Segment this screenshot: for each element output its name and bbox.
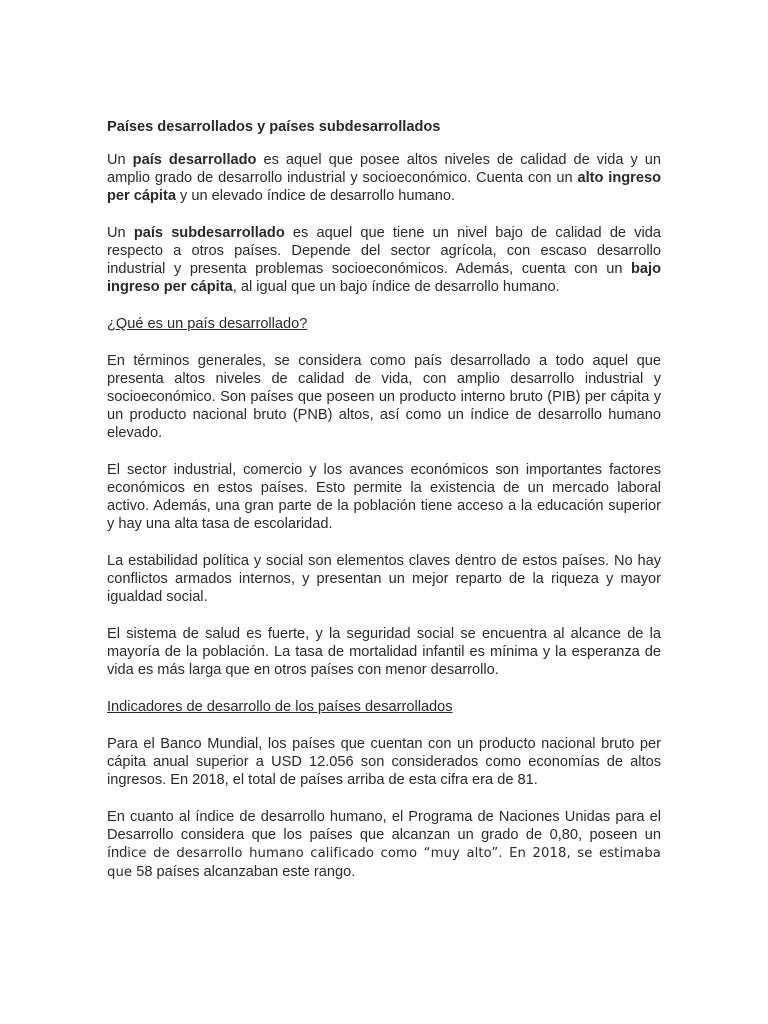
paragraph-hdi xyxy=(107,808,661,882)
text-run: Un xyxy=(107,152,133,168)
bold-term: país subdesarrollado xyxy=(133,225,285,241)
text-run: y un elevado índice de desarrollo humano. xyxy=(175,188,456,204)
paragraph: El sistema de salud es fuerte, y la seguridad social se encuentra al alcance de la mayoría de la población. La tasa de mortalidad infantil es mínima y la esperanza de vida es más larga que en otros países con menor desarrollo. xyxy=(107,626,661,678)
paragraph-underdeveloped-definition xyxy=(107,224,661,296)
text-run: , al igual que un bajo índice de desarrollo humano. xyxy=(232,279,560,295)
section-heading: ¿Qué es un país desarrollado? xyxy=(107,316,308,332)
bold-term: alto ingreso per cápita xyxy=(107,170,661,204)
text-run-alt-font: ice de desarrollo humano calificado como “muy alto”. En 2018, se estimaba que xyxy=(107,846,661,880)
text-run: es aquel que tiene un nivel bajo de calidad de vida respecto a otros países. Depende del sector agrícola, con escaso desarrollo industrial y presenta problemas socioeconómicos. Además, cuenta con un xyxy=(107,225,661,277)
text-run: En cuanto al índice de desarrollo humano, el Programa de Naciones Unidas para el Desarrollo considera que los países que alcanzan un grado de 0,80, poseen un índ xyxy=(107,809,661,861)
bold-term: bajo ingreso per cápita xyxy=(107,261,661,295)
document-page xyxy=(107,118,661,901)
document-title: Países desarrollados y países subdesarrollados xyxy=(107,119,441,135)
paragraph-developed-definition xyxy=(107,151,661,205)
text-run: Un xyxy=(107,225,134,241)
bold-term: país desarrollado xyxy=(132,152,257,168)
section-heading: Indicadores de desarrollo de los países desarrollados xyxy=(107,699,453,715)
paragraph: En términos generales, se considera como país desarrollado a todo aquel que presenta altos niveles de calidad de vida, con amplio desarrollo industrial y socioeconómico. Son países que poseen un producto interno bruto (PIB) per cápita y un producto nacional bruto (PNB) altos, así como un índice de desarrollo humano elevado. xyxy=(107,353,661,441)
text-run: es aquel que posee altos niveles de calidad de vida y un amplio grado de desarrollo industrial y socioeconómico. Cuenta con un xyxy=(107,152,661,186)
paragraph: La estabilidad política y social son elementos claves dentro de estos países. No hay conflictos armados internos, y presentan un mejor reparto de la riqueza y mayor igualdad social. xyxy=(107,553,661,605)
paragraph: Para el Banco Mundial, los países que cuentan con un producto nacional bruto per cápita anual superior a USD 12.056 son considerados como economías de altos ingresos. En 2018, el total de países arriba de esta cifra era de 81. xyxy=(107,736,661,788)
text-run: 58 países alcanzaban este rango. xyxy=(132,864,356,880)
paragraph: El sector industrial, comercio y los avances económicos son importantes factores económicos en estos países. Esto permite la existencia de un mercado laboral activo. Además, una gran parte de la población tiene acceso a la educación superior y hay una alta tasa de escolaridad. xyxy=(107,462,661,532)
